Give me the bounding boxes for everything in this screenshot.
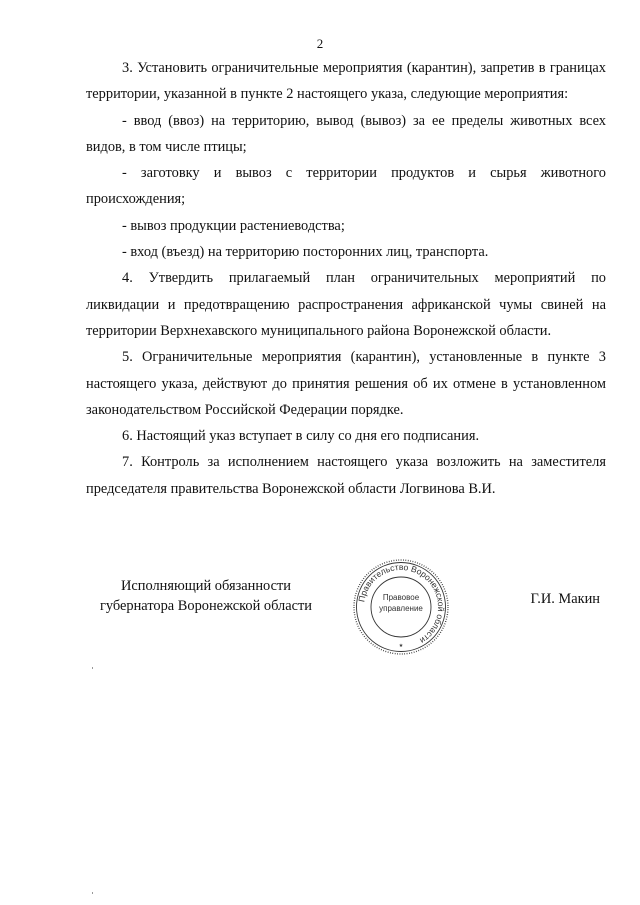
signatory-title-line2: губернатора Воронежской области [99, 598, 312, 614]
paragraph-item-6: 6. Настоящий указ вступает в силу со дня его подписания. [122, 428, 480, 445]
paragraph-item-3: 3. Установить ограничительные мероприятия (карантин), запретив в границах территории, указанной в пункте 2 настоящего указа, следующие мероприятия: [86, 60, 606, 103]
paragraph-bullet-products: - заготовку и вывоз с территории продуктов и сырья животного происхождения; [86, 165, 606, 208]
page-number: 2 [316, 36, 324, 51]
signatory-name: Г.И. Макин [530, 591, 600, 607]
seal-star-icon: ★ [398, 644, 404, 649]
seal-ring-text: Правительство Воронежской области [356, 561, 447, 646]
paragraph-item-5: 5. Ограничительные мероприятия (карантин), установленные в пункте 3 настоящего указа, действуют до принятия решения об их отмене в установленном законодательством Российской Федерации порядке. [86, 349, 606, 418]
scan-speck [92, 892, 93, 894]
signature-block [86, 561, 606, 649]
signatory-title [86, 576, 326, 616]
signatory-title-line1: Исполняющий обязанности [120, 578, 291, 594]
paragraph-bullet-entry: - вход (въезд) на территорию посторонних лиц, транспорта. [122, 244, 489, 261]
seal-center-text [351, 592, 451, 614]
paragraph-bullet-livestock: - ввод (ввоз) на территорию, вывод (вывоз) за ее пределы животных всех видов, в том числе птицы; [86, 112, 606, 155]
seal-center-line2: управление [379, 604, 423, 613]
paragraph-item-7: 7. Контроль за исполнением настоящего указа возложить на заместителя председателя правительства Воронежской области Логвинова В.И. [86, 454, 606, 497]
scan-speck [92, 667, 93, 669]
decree-body [86, 55, 606, 502]
paragraph-item-4: 4. Утвердить прилагаемый план ограничительных мероприятий по ликвидации и предотвращению распространения африканской чумы свиней на территории Верхнехавского муниципального района Воронежской области. [86, 270, 606, 339]
seal-center-line1: Правовое [382, 593, 420, 602]
paragraph-bullet-crops: - вывоз продукции растениеводства; [122, 217, 345, 234]
official-seal [351, 557, 451, 657]
